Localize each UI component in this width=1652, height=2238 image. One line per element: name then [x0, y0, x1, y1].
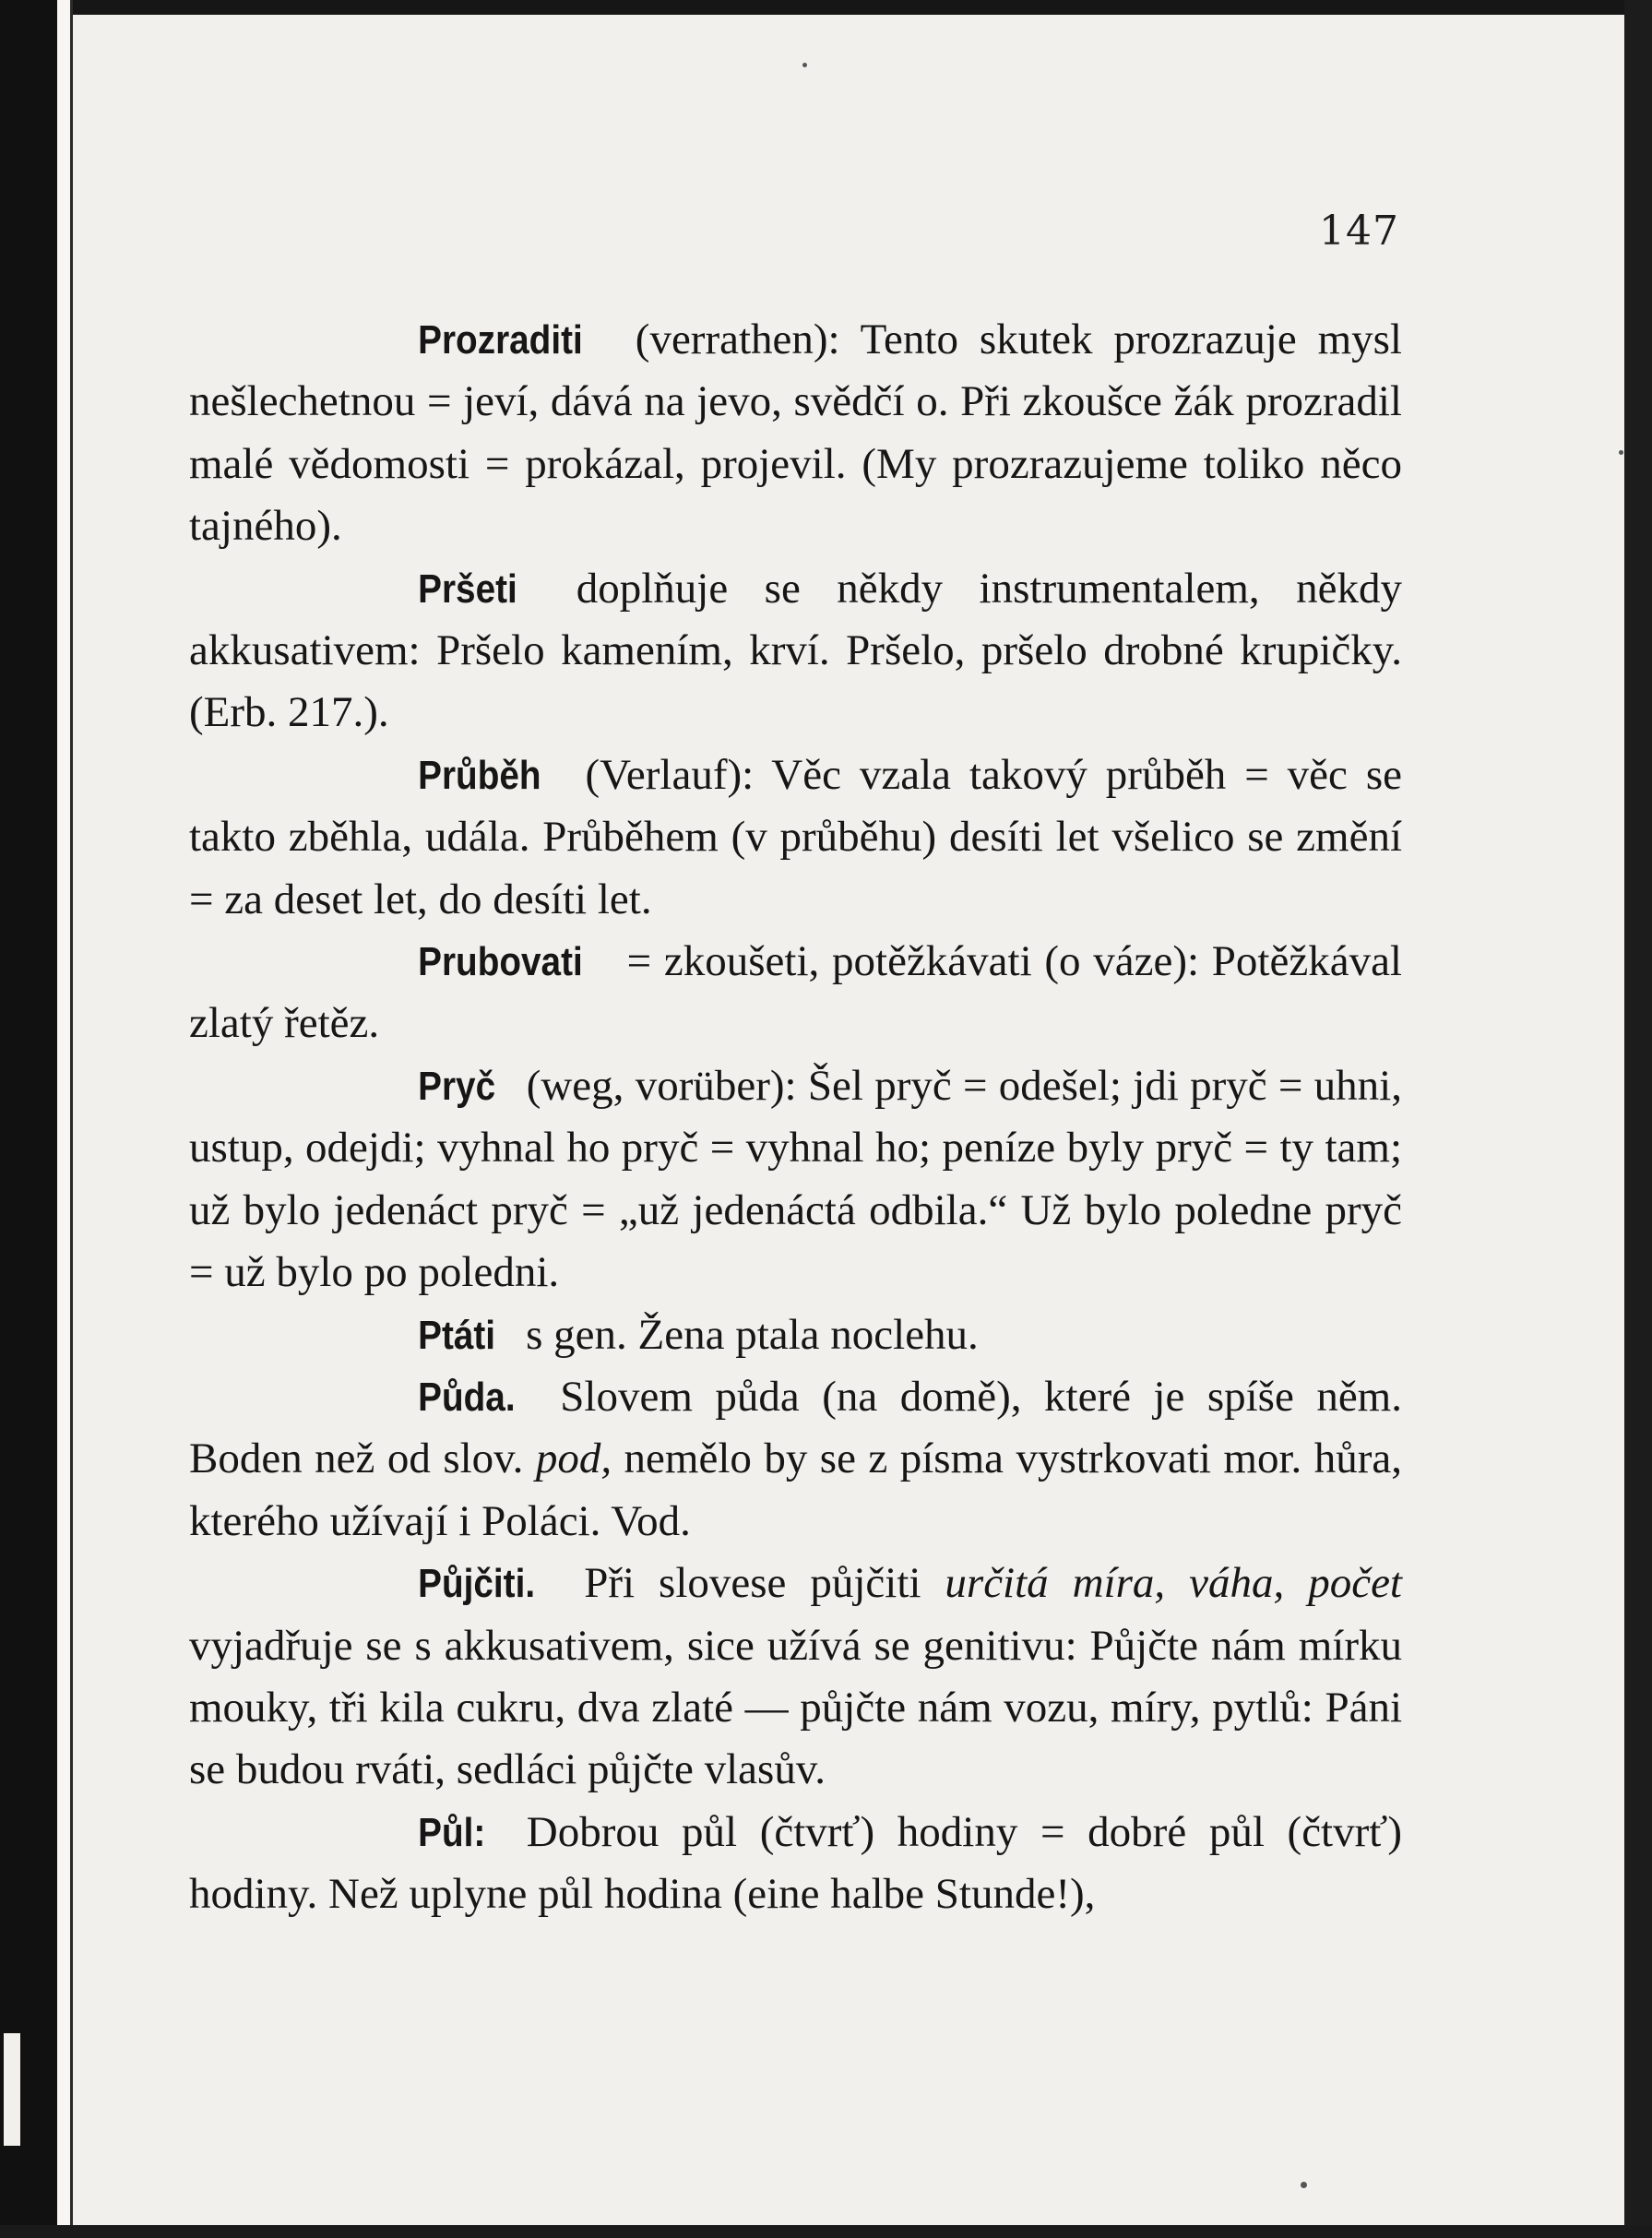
- entry-body: Slovem půda (na domě), které je spíše něm. Boden než od slov.: [189, 1372, 1402, 1483]
- dust-speck: [802, 63, 807, 67]
- italic-term: pod,: [535, 1434, 612, 1483]
- entry-pul: [189, 1802, 1402, 1926]
- entry-body: doplňuje se někdy instrumentalem, někdy akkusativem: Pršelo kamením, krví. Pršelo, pršelo drobné krupičky. (Erb. 217.).: [189, 564, 1402, 737]
- headword: Průběh: [418, 752, 541, 798]
- headword: Pryč: [418, 1063, 496, 1109]
- entry-body: (verrathen): Tento skutek prozrazuje mysl nešlechetnou = jeví, dává na jevo, svědčí o. Při zkoušce žák prozradil malé vědomosti = prokázal, projevil. (My prozrazujeme toliko něco tajného).: [189, 315, 1402, 551]
- entry-body-continued: vyjadřuje se s akkusativem, sice užívá se genitivu: Půjčte nám mírku mouky, tři kila cukru, dva zlaté — půjčte nám vozu, míry, pytlů: Páni se budou rváti, sedláci půjčte vlasův.: [189, 1621, 1402, 1794]
- entry-puda: [189, 1366, 1402, 1553]
- headword: Ptáti: [418, 1312, 496, 1358]
- entry-prubovati: [189, 931, 1402, 1055]
- entry-body: s gen. Žena ptala noclehu.: [515, 1310, 979, 1359]
- headword: Pršeti: [418, 565, 517, 612]
- italic-term: určitá míra, váha, počet: [945, 1559, 1402, 1608]
- scan-border-left: [0, 0, 57, 2238]
- entry-body: Dobrou půl (čtvrť) hodiny = dobré půl (čtvrť) hodiny. Než uplyne půl hodina (eine halbe Stunde!),: [189, 1807, 1402, 1919]
- entry-body: Při slovese půjčiti: [560, 1559, 945, 1608]
- scan-border-right: [1624, 0, 1652, 2238]
- entry-pujciti: [189, 1553, 1402, 1802]
- entry-body: (Verlauf): Věc vzala takový průběh = věc se takto zběhla, udála. Průběhem (v průběhu) desíti let všelico se změní = za deset let, do desíti let.: [189, 750, 1402, 923]
- headword: Půda.: [418, 1374, 516, 1420]
- page-gutter: [57, 0, 73, 2238]
- entry-pryc: [189, 1055, 1402, 1304]
- entry-prozraditi: [189, 309, 1402, 558]
- entry-body: (weg, vorüber): Šel pryč = odešel; jdi pryč = uhni, ustup, odejdi; vyhnal ho pryč = vyhnal ho; peníze byly pryč = ty tam; už bylo jedenáct pryč = „už jedenáctá odbila.“ Už bylo poledne pryč = už bylo po poledni.: [189, 1061, 1402, 1297]
- scan-border-bottom: [0, 2225, 1652, 2238]
- entry-ptati: [189, 1304, 1402, 1366]
- headword: Prozraditi: [418, 317, 583, 363]
- page-number: 147: [1319, 208, 1399, 255]
- dictionary-text: [189, 309, 1402, 1926]
- scan-border-top: [0, 0, 1652, 15]
- headword: Půl:: [418, 1809, 486, 1855]
- entry-body: = zkoušeti, potěžkávati (o váze): Potěžkával zlatý řetěz.: [189, 937, 1402, 1048]
- entry-prubeh: [189, 744, 1402, 931]
- headword: Půjčiti.: [418, 1561, 536, 1607]
- entry-priseti: [189, 558, 1402, 744]
- entry-body-continued: nemělo by se z písma vystrkovati mor. hůra, kterého užívají i Poláci. Vod.: [189, 1434, 1402, 1545]
- headword: Prubovati: [418, 939, 583, 985]
- dust-speck: [1301, 2182, 1307, 2188]
- dust-speck: [1619, 450, 1623, 455]
- scan-tab-mark: [0, 2030, 24, 2149]
